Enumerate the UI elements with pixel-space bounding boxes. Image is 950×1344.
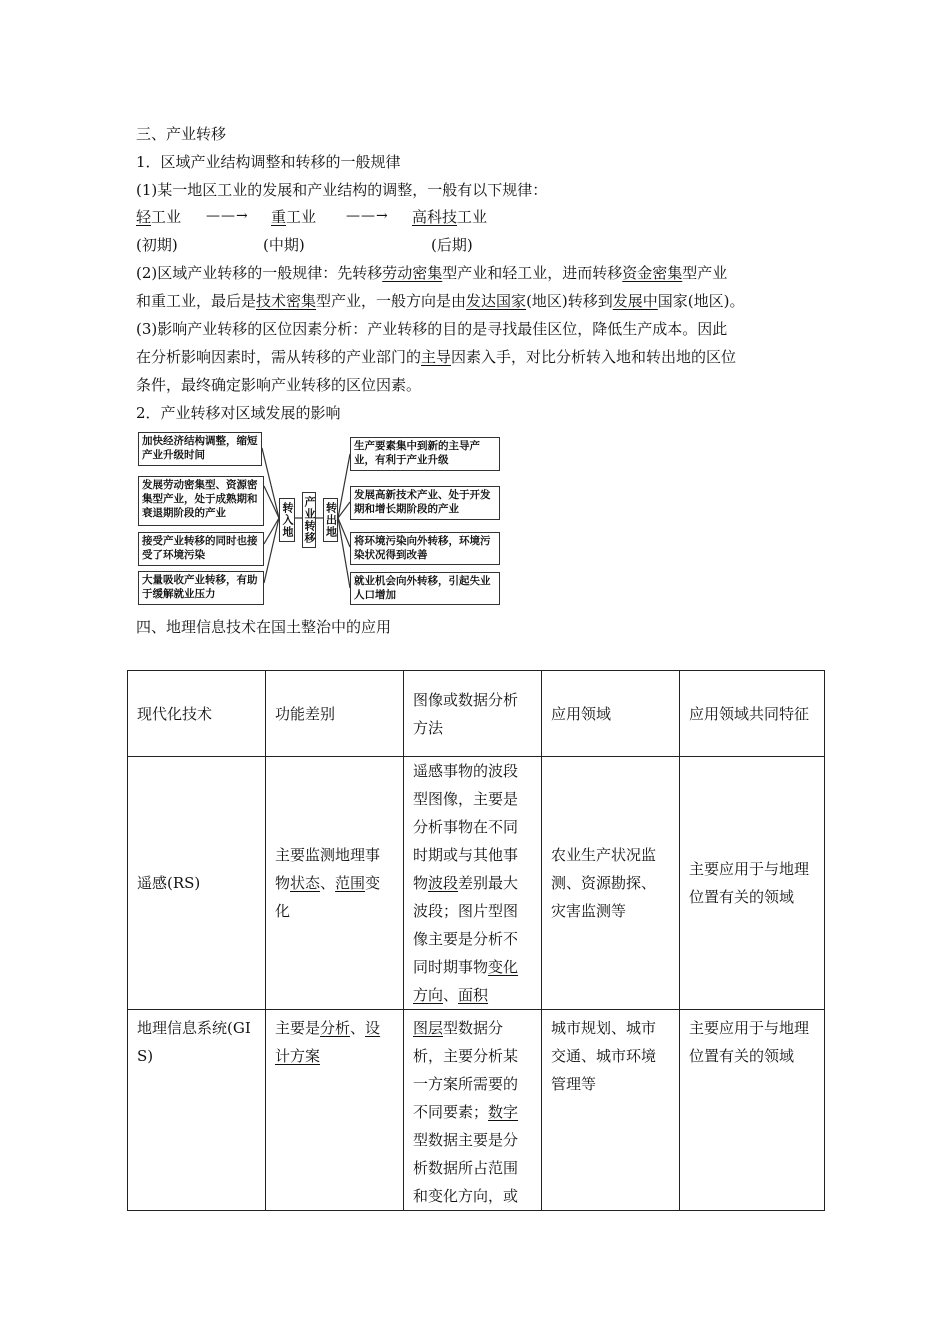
diagram-left-box-3: 接受产业转移的同时也接受了环境污染 — [138, 532, 264, 566]
header-method: 图像或数据分析方法 — [404, 671, 542, 757]
table-row-rs — [128, 757, 825, 1010]
cell-rs-field: 农业生产状况监测、资源勘探、灾害监测等 — [542, 757, 680, 1010]
period-early: (初期) — [136, 236, 178, 254]
period-late: (后期) — [431, 236, 473, 254]
period-middle: (中期) — [263, 236, 305, 254]
diagram-left-box-4: 大量吸收产业转移，有助于缓解就业压力 — [138, 571, 264, 605]
stage-heavy-industry: 重工业 — [271, 208, 317, 226]
diagram-left-box-2: 发展劳动密集型、资源密集型产业，处于成熟期和衰退期阶段的产业 — [138, 476, 264, 526]
stage-hightech-industry: 高科技工业 — [412, 208, 488, 226]
table-row-gis — [128, 1010, 825, 1211]
arrow-icon: ——→ — [346, 208, 389, 224]
cell-gis-common: 主要应用于与地理位置有关的领域 — [680, 1010, 825, 1211]
paragraph-2-line-1: (2)区域产业转移的一般规律：先转移劳动密集型产业和轻工业，进而转移资金密集型产业 — [136, 264, 728, 282]
header-field: 应用领域 — [542, 671, 680, 757]
cell-gis-field: 城市规划、城市交通、城市环境管理等 — [542, 1010, 680, 1211]
diagram-right-box-3: 将环境污染向外转移，环境污染状况得到改善 — [350, 532, 500, 565]
paragraph-3-line-1: (3)影响产业转移的区位因素分析：产业转移的目的是寻找最佳区位，降低生产成本。因此 — [136, 320, 728, 338]
diagram-right-box-2: 发展高新技术产业、处于开发期和增长期阶段的产业 — [350, 486, 500, 520]
header-tech: 现代化技术 — [128, 671, 266, 757]
paragraph-3-line-3: 条件，最终确定影响产业转移的区位因素。 — [136, 376, 422, 394]
paragraph-3-line-2: 在分析影响因素时，需从转移的产业部门的主导因素入手，对比分析转入地和转出地的区位 — [136, 348, 737, 366]
geo-info-tech-table — [127, 670, 825, 1211]
arrow-icon: ——→ — [206, 208, 249, 224]
stage-light-industry: 轻工业 — [136, 208, 182, 226]
cell-gis-method: 图层型数据分析，主要分析某一方案所需要的不同要素；数字型数据主要是分析数据所占范围和变化方向，或 — [404, 1010, 542, 1211]
diagram-transfer-out: 转出地 — [323, 498, 338, 542]
cell-rs-name: 遥感(RS) — [128, 757, 266, 1010]
cell-gis-function: 主要是分析、设计方案 — [266, 1010, 404, 1211]
section-title-4: 四、地理信息技术在国土整治中的应用 — [136, 618, 392, 636]
section-title: 三、产业转移 — [136, 125, 227, 143]
subheading-2: 2．产业转移对区域发展的影响 — [136, 404, 341, 422]
diagram-right-box-1: 生产要素集中到新的主导产业，有利于产业升级 — [350, 437, 500, 471]
diagram-transfer-in: 转入地 — [279, 498, 295, 542]
cell-rs-function: 主要监测地理事物状态、范围变化 — [266, 757, 404, 1010]
paragraph-1: (1)某一地区工业的发展和产业结构的调整，一般有以下规律： — [136, 181, 548, 199]
cell-rs-method: 遥感事物的波段型图像，主要是分析事物在不同时期或与其他事物波段差别最大波段；图片型图像主要是分析不同时期事物变化方向、面积 — [404, 757, 542, 1010]
subheading-1: 1．区域产业结构调整和转移的一般规律 — [136, 153, 401, 171]
industry-transfer-diagram — [138, 430, 508, 606]
table-header-row — [128, 671, 825, 757]
paragraph-2-line-2: 和重工业，最后是技术密集型产业，一般方向是由发达国家(地区)转移到发展中国家(地区)。 — [136, 292, 745, 310]
diagram-right-box-4: 就业机会向外转移，引起失业人口增加 — [350, 572, 500, 605]
cell-gis-name: 地理信息系统(GIS) — [128, 1010, 266, 1211]
header-common: 应用领域共同特征 — [680, 671, 825, 757]
header-function: 功能差别 — [266, 671, 404, 757]
cell-rs-common: 主要应用于与地理位置有关的领域 — [680, 757, 825, 1010]
diagram-left-box-1: 加快经济结构调整，缩短产业升级时间 — [138, 432, 262, 466]
diagram-industry-transfer: 产业转移 — [302, 492, 316, 548]
